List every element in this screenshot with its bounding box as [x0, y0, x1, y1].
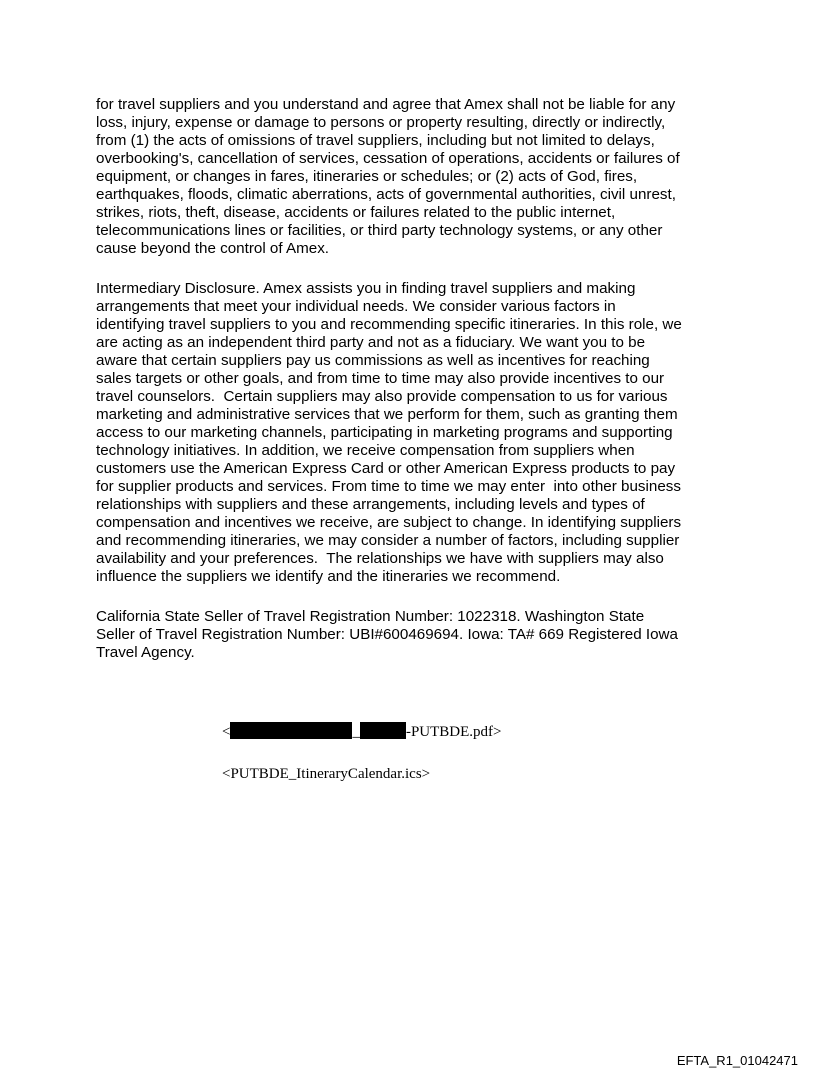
document-id: EFTA_R1_01042471	[676, 1053, 798, 1068]
paragraph-line: relationships with suppliers and these arrangements, including levels and types of	[96, 496, 645, 513]
paragraph-line: loss, injury, expense or damage to persons or property resulting, directly or indirectly,	[96, 114, 666, 131]
paragraph-line: customers use the American Express Card or other American Express products to pay	[96, 460, 676, 477]
paragraph-line: availability and your preferences. The relationships we have with suppliers may also	[96, 550, 664, 567]
paragraph-line: travel counselors. Certain suppliers may also provide compensation to us for various	[96, 388, 668, 405]
paragraph-line: identifying travel suppliers to you and recommending specific itineraries. In this role, we	[96, 316, 682, 333]
attachment-pdf-link[interactable]	[222, 722, 502, 741]
paragraph-line: arrangements that meet your individual needs. We consider various factors in	[96, 298, 616, 315]
paragraph-line: technology initiatives. In addition, we receive compensation from suppliers when	[96, 442, 635, 459]
paragraph-line: California State Seller of Travel Registration Number: 1022318. Washington State	[96, 608, 645, 625]
paragraph-line: for travel suppliers and you understand and agree that Amex shall not be liable for any	[96, 96, 676, 113]
redaction-block	[230, 722, 352, 739]
attachment-separator: _	[352, 724, 360, 740]
paragraph-line: compensation and incentives we receive, are subject to change. In identifying suppliers	[96, 514, 682, 531]
paragraph-line: from (1) the acts of omissions of travel suppliers, including but not limited to delays,	[96, 132, 655, 149]
paragraph-line: strikes, riots, theft, disease, accidents or failures related to the public internet,	[96, 204, 616, 221]
paragraph-line: aware that certain suppliers pay us commissions as well as incentives for reaching	[96, 352, 650, 369]
paragraph-line: sales targets or other goals, and from time to time may also provide incentives to our	[96, 370, 665, 387]
paragraph-line: Travel Agency.	[96, 644, 195, 661]
paragraph-line: for supplier products and services. From time to time we may enter into other business	[96, 478, 681, 495]
paragraph-line: marketing and administrative services that we perform for them, such as granting them	[96, 406, 678, 423]
paragraph-line: overbooking's, cancellation of services, cessation of operations, accidents or failures of	[96, 150, 680, 167]
paragraph-line: earthquakes, floods, climatic aberrations, acts of governmental authorities, civil unrest,	[96, 186, 676, 203]
paragraph-line: influence the suppliers we identify and the itineraries we recommend.	[96, 568, 561, 585]
attachment-ics-link[interactable]: <PUTBDE_ItineraryCalendar.ics>	[222, 766, 431, 782]
paragraph-line: equipment, or changes in fares, itineraries or schedules; or (2) acts of God, fires,	[96, 168, 638, 185]
paragraph-line: cause beyond the control of Amex.	[96, 240, 330, 257]
paragraph-line: access to our marketing channels, participating in marketing programs and supporting	[96, 424, 673, 441]
paragraph-line: and recommending itineraries, we may consider a number of factors, including supplier	[96, 532, 680, 549]
paragraph-line: are acting as an independent third party and not as a fiduciary. We want you to be	[96, 334, 646, 351]
redaction-block	[360, 722, 406, 739]
paragraph-line: telecommunications lines or facilities, or third party technology systems, or any other	[96, 222, 663, 239]
attachment-open-bracket: <	[222, 724, 231, 740]
attachment-pdf-suffix: -PUTBDE.pdf>	[405, 724, 502, 740]
paragraph-line: Intermediary Disclosure. Amex assists you in finding travel suppliers and making	[96, 280, 636, 297]
paragraph-line: Seller of Travel Registration Number: UBI#600469694. Iowa: TA# 669 Registered Iowa	[96, 626, 678, 643]
